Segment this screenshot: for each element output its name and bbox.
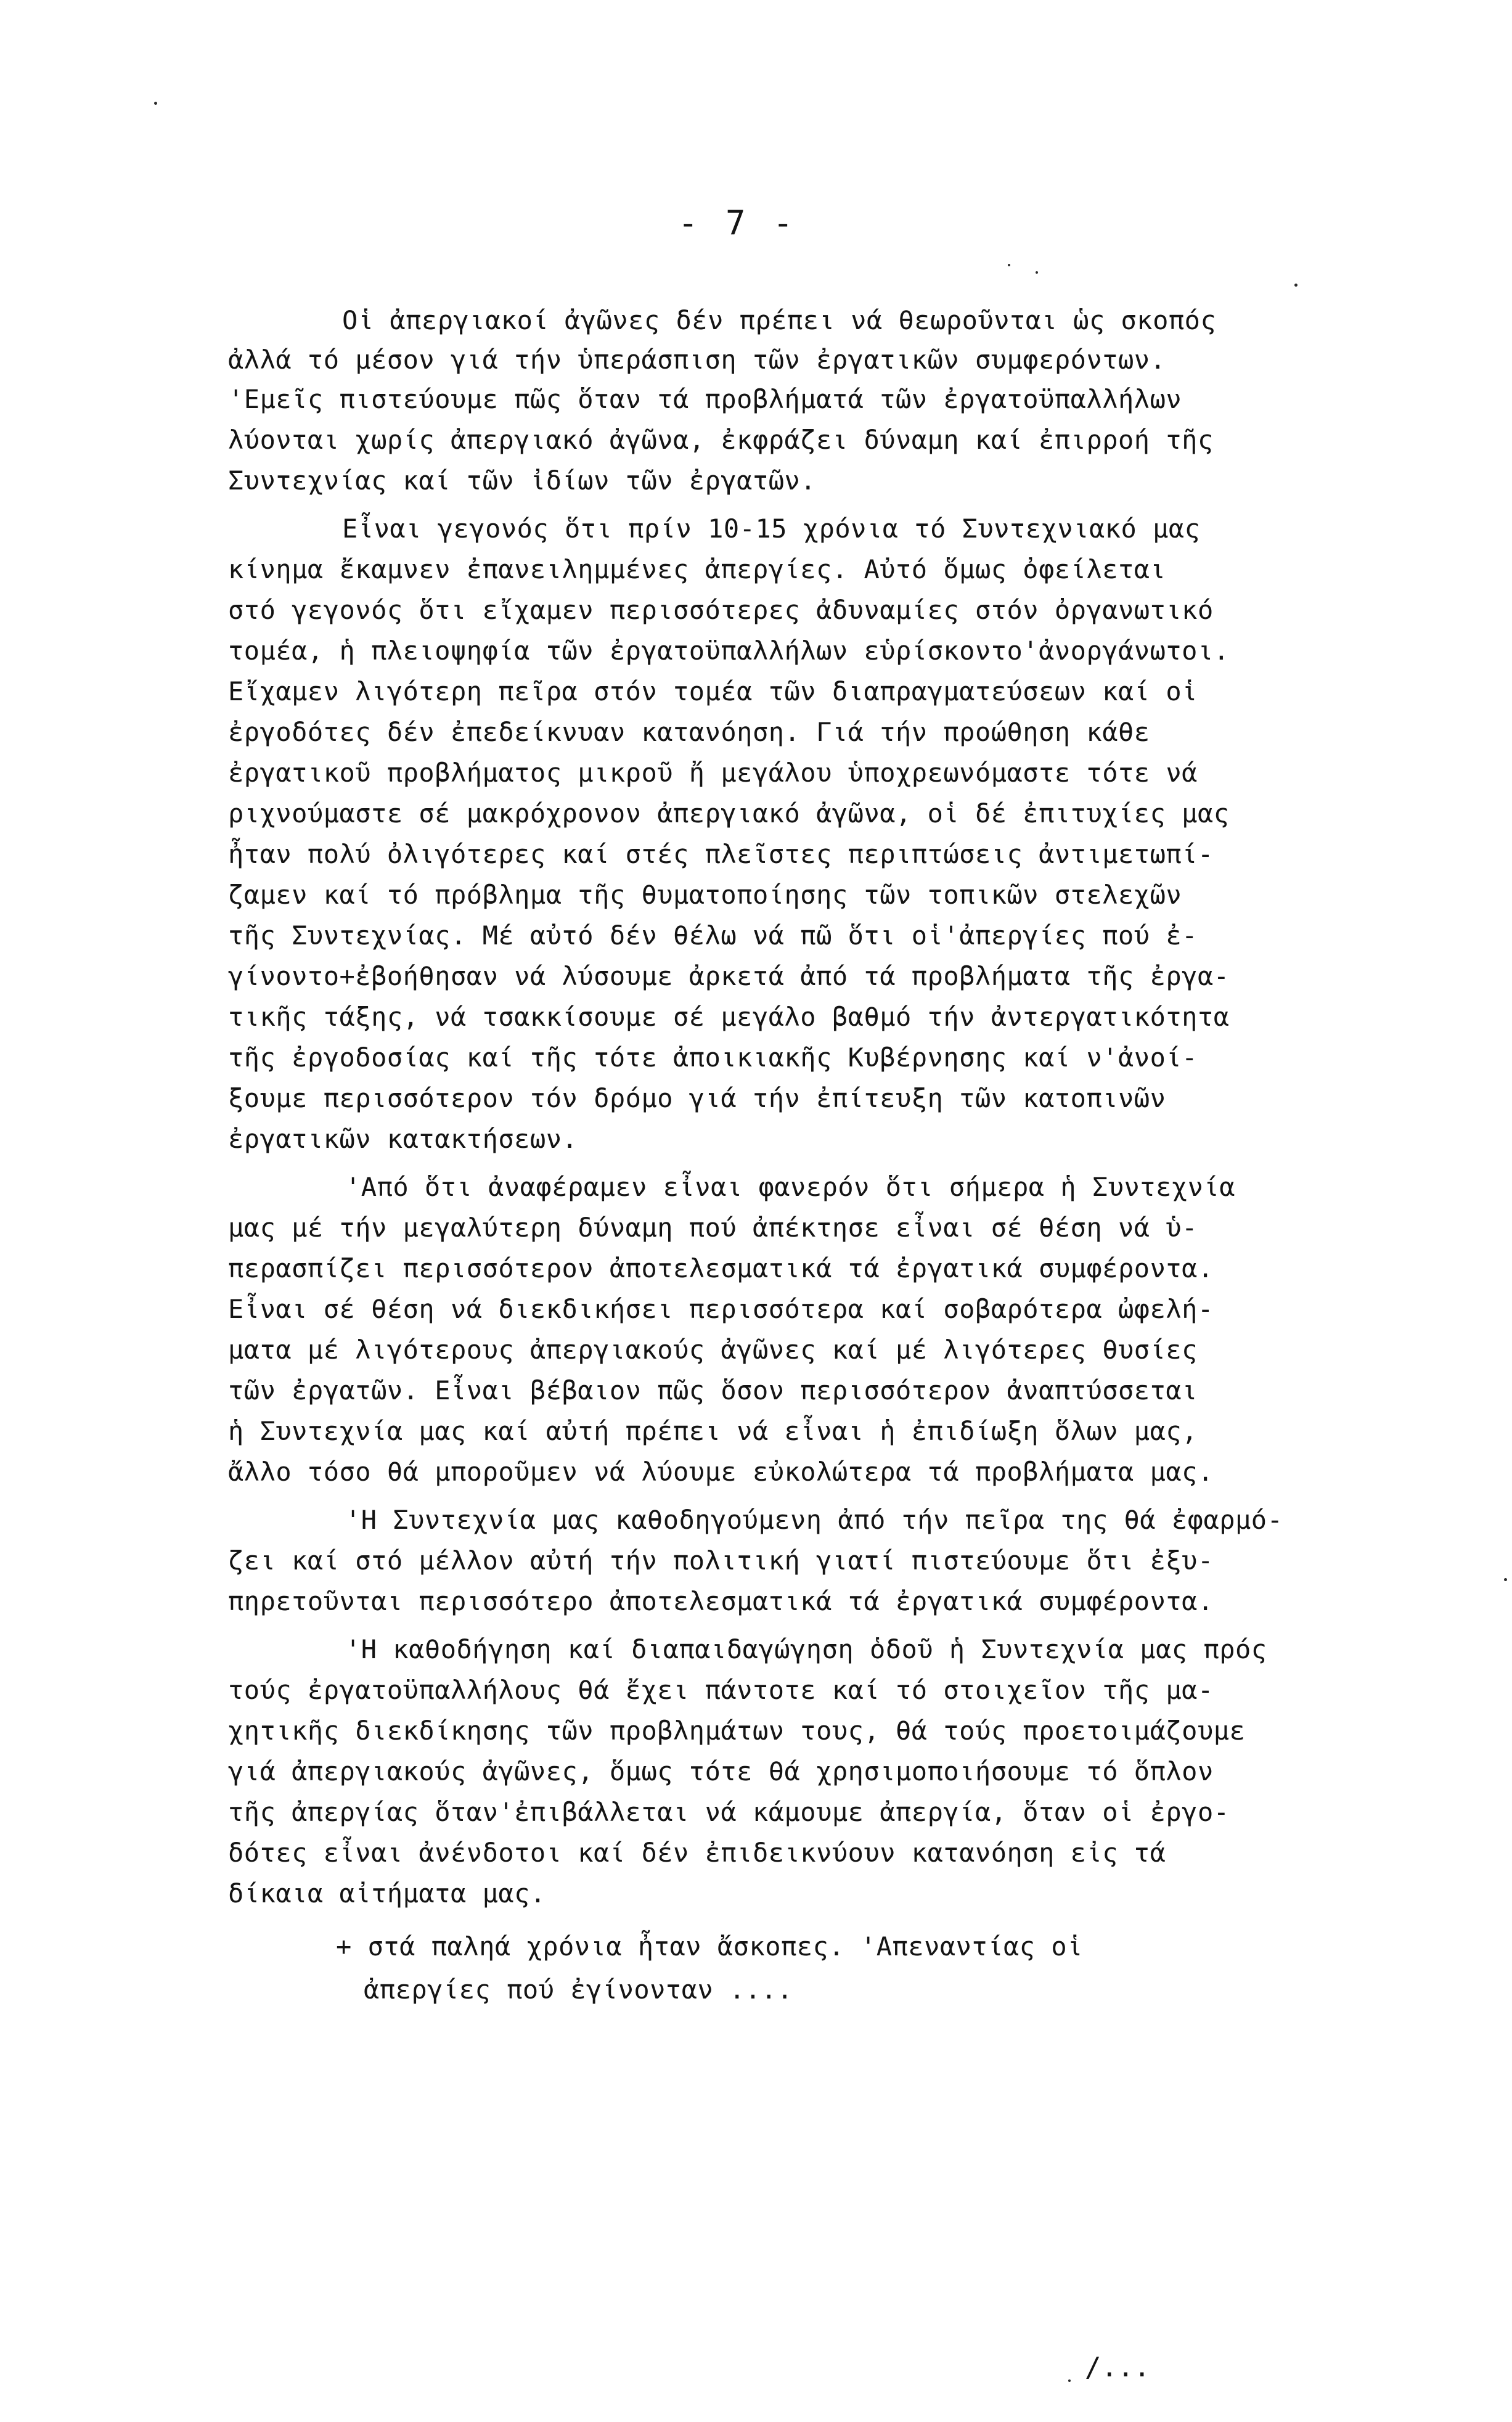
paper-speck (1008, 264, 1010, 266)
text-line: Εἴχαμεν λιγότερη πεῖρα στόν τομέα τῶν διαπραγματεύσεων καί οἱ (228, 676, 1198, 706)
text-line: ριχνούμαστε σέ μακρόχρονον ἀπεργιακό ἀγῶνα, οἱ δέ ἐπιτυχίες μας (228, 798, 1230, 828)
text-line: ἐργοδότες δέν ἐπεδείκνυαν κατανόηση. Γιά τήν προώθηση κάθε (228, 717, 1150, 747)
text-line: κίνημα ἔκαμνεν ἐπανειλημμένες ἀπεργίες. Αὐτό ὅμως ὀφείλεται (228, 554, 1166, 584)
text-line: τούς ἐργατοϋπαλλήλους θά ἔχει πάντοτε καί τό στοιχεῖον τῆς μα- (228, 1675, 1214, 1705)
text-line: ἄλλο τόσο θά μποροῦμεν νά λύουμε εὐκολώτερα τά προβλήματα μας. (228, 1457, 1214, 1487)
text-line: ἐργατικοῦ προβλήματος μικροῦ ἤ μεγάλου ὑποχρεωνόμαστε τότε νά (228, 758, 1198, 788)
text-line: 'Η καθοδήγηση καί διαπαιδαγώγηση ὁδοῦ ἡ Συντεχνία μας πρός (345, 1634, 1267, 1664)
paper-speck (1294, 284, 1297, 287)
text-line: δότες εἶναι ἀνένδοτοι καί δέν ἐπιδεικνύουν κατανόηση εἰς τά (228, 1838, 1166, 1868)
text-line: ξουμε περισσότερον τόν δρόμο γιά τήν ἐπίτευξη τῶν κατοπινῶν (228, 1083, 1166, 1113)
continuation-mark: /... (1085, 2352, 1150, 2383)
text-line: τῆς Συντεχνίας. Μέ αὐτό δέν θέλω νά πῶ ὅτι οἱ'ἀπεργίες πού ἐ- (228, 920, 1198, 951)
paper-speck (154, 102, 157, 105)
footnote-line: + στά παληά χρόνια ἦταν ἄσκοπες. 'Απεναντίας οἱ (336, 1931, 1083, 1962)
text-line: τικῆς τάξης, νά τσακκίσουμε σέ μεγάλο βαθμό τήν ἀντεργατικότητα (228, 1002, 1230, 1032)
text-line: τῆς ἀπεργίας ὅταν'ἐπιβάλλεται νά κάμουμε ἀπεργία, ὅταν οἱ ἐργο- (228, 1797, 1230, 1827)
text-line: ζει καί στό μέλλον αὐτή τήν πολιτική γιατί πιστεύουμε ὅτι ἐξυ- (228, 1545, 1214, 1576)
text-line: ἡ Συντεχνία μας καί αὐτή πρέπει νά εἶναι ἡ ἐπιδίωξη ὅλων μας, (228, 1416, 1198, 1446)
text-line: ἦταν πολύ ὀλιγότερες καί στές πλεῖστες περιπτώσεις ἀντιμετωπί- (228, 839, 1214, 869)
text-line: τῶν ἐργατῶν. Εἶναι βέβαιον πῶς ὅσον περισσότερον ἀναπτύσσεται (228, 1375, 1198, 1405)
text-line: λύονται χωρίς ἀπεργιακό ἀγῶνα, ἐκφράζει δύναμη καί ἐπιρροή τῆς (228, 425, 1214, 455)
paper-speck (1068, 2379, 1071, 2382)
page-number: - 7 - (678, 203, 797, 242)
text-line: 'Η Συντεχνία μας καθοδηγούμενη ἀπό τήν πεῖρα της θά ἐφαρμό- (345, 1505, 1283, 1535)
text-line: Εἶναι σέ θέση νά διεκδικήσει περισσότερα καί σοβαρότερα ὠφελή- (228, 1294, 1214, 1324)
text-line: γιά ἀπεργιακούς ἀγῶνες, ὅμως τότε θά χρησιμοποιήσουμε τό ὅπλον (228, 1756, 1214, 1786)
text-line: πηρετοῦνται περισσότερο ἀποτελεσματικά τά ἐργατικά συμφέροντα. (228, 1586, 1214, 1616)
paper-speck (1504, 1578, 1507, 1581)
text-line: Οἱ ἀπεργιακοί ἀγῶνες δέν πρέπει νά θεωροῦνται ὡς σκοπός (342, 305, 1217, 335)
text-line: ζαμεν καί τό πρόβλημα τῆς θυματοποίησης τῶν τοπικῶν στελεχῶν (228, 880, 1182, 910)
text-line: Συντεχνίας καί τῶν ἰδίων τῶν ἐργατῶν. (228, 465, 817, 496)
text-line: ἐργατικῶν κατακτήσεων. (228, 1124, 578, 1154)
text-line: γίνοντο+ἐβοήθησαν νά λύσουμε ἀρκετά ἀπό τά προβλήματα τῆς ἐργα- (228, 961, 1230, 991)
text-line: περασπίζει περισσότερον ἀποτελεσματικά τά ἐργατικά συμφέροντα. (228, 1253, 1214, 1283)
text-line: ματα μέ λιγότερους ἀπεργιακούς ἀγῶνες καί μέ λιγότερες θυσίες (228, 1335, 1198, 1365)
text-line: τομέα, ἡ πλειοψηφία τῶν ἐργατοϋπαλλήλων εὑρίσκοντο'ἀνοργάνωτοι. (228, 636, 1230, 666)
text-line: στό γεγονός ὅτι εἴχαμεν περισσότερες ἀδυναμίες στόν ὀργανωτικό (228, 595, 1214, 625)
text-line: ἀλλά τό μέσον γιά τήν ὑπεράσπιση τῶν ἐργατικῶν συμφερόντων. (228, 345, 1166, 375)
text-line: χητικῆς διεκδίκησης τῶν προβλημάτων τους, θά τούς προετοιμάζουμε (228, 1716, 1246, 1746)
footnote-line: ἀπεργίες πού ἐγίνονταν .... (364, 1974, 793, 2005)
text-line: 'Εμεῖς πιστεύουμε πῶς ὅταν τά προβλήματά τῶν ἐργατοϋπαλλήλων (228, 384, 1182, 414)
paper-speck (1036, 271, 1038, 274)
text-line: τῆς ἐργοδοσίας καί τῆς τότε ἀποικιακῆς Κυβέρνησης καί ν'ἀνοί- (228, 1042, 1198, 1073)
text-line: Εἶναι γεγονός ὅτι πρίν 10-15 χρόνια τό Συντεχνιακό μας (342, 513, 1201, 544)
text-line: 'Από ὅτι ἀναφέραμεν εἶναι φανερόν ὅτι σήμερα ἡ Συντεχνία (345, 1172, 1236, 1202)
text-line: δίκαια αἰτήματα μας. (228, 1878, 546, 1909)
text-line: μας μέ τήν μεγαλύτερη δύναμη πού ἀπέκτησε εἶναι σέ θέση νά ὑ- (228, 1213, 1198, 1243)
